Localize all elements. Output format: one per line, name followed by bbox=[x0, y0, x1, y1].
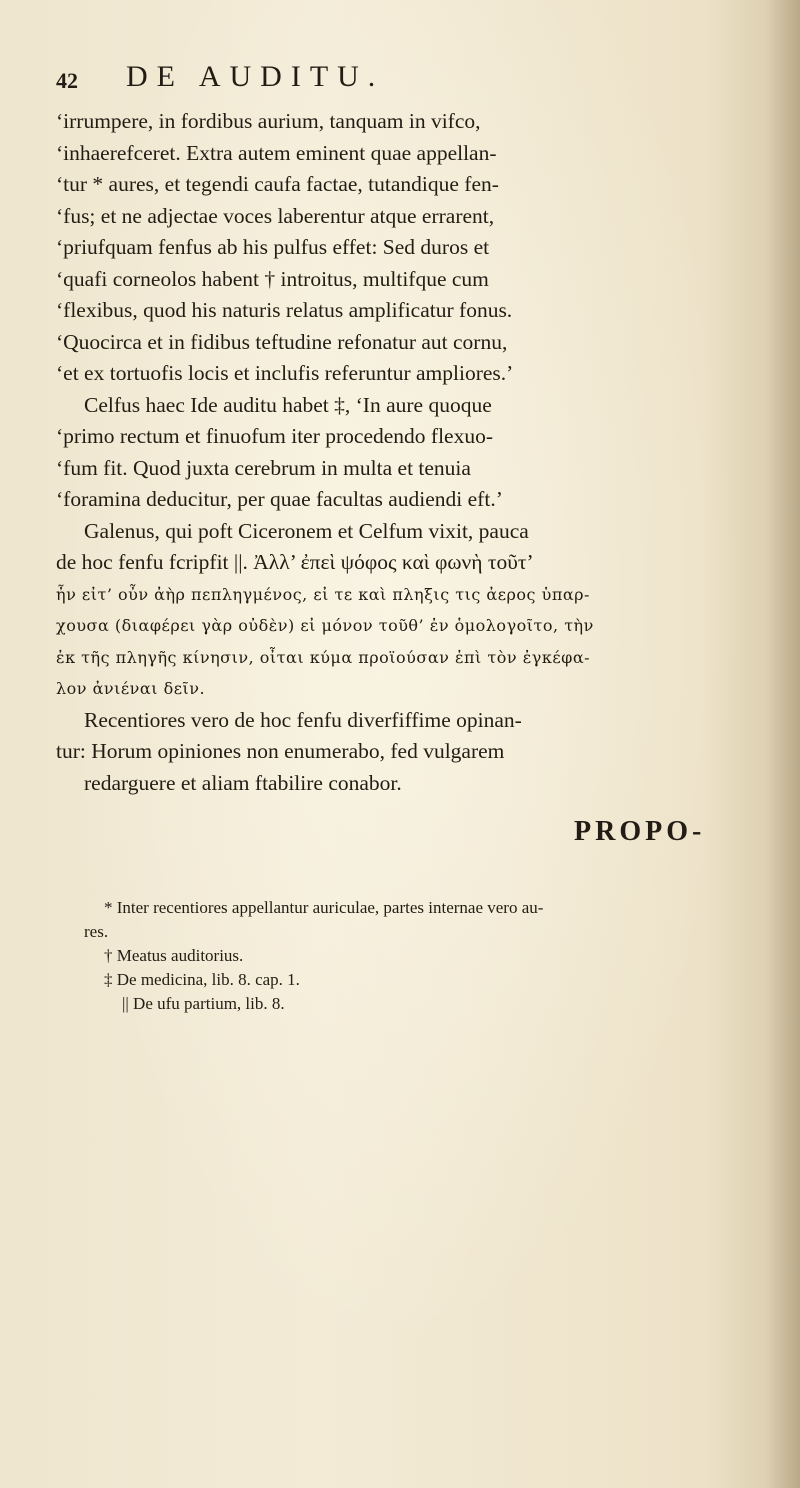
text-line: Galenus, qui poft Ciceronem et Celfum vixit, pauca bbox=[84, 518, 529, 543]
footnotes bbox=[84, 896, 734, 1016]
footnote-line: || De ufu partium, lib. 8. bbox=[122, 994, 285, 1013]
text-line: ‘primo rectum et finuofum iter procedendo flexuo- bbox=[56, 424, 494, 448]
text-line: ‘flexibus, quod his naturis relatus amplificatur fonus. bbox=[56, 298, 513, 322]
footnote-line: † Meatus auditorius. bbox=[104, 946, 244, 965]
text-line: tur: Horum opiniones non enumerabo, fed vulgarem bbox=[56, 739, 505, 763]
text-line: ‘fus; et ne adjectae voces laberentur atque errarent, bbox=[56, 203, 495, 228]
main-text bbox=[56, 106, 736, 799]
page-edge-shadow bbox=[766, 0, 800, 1488]
greek-text-line: λον ἀνιέναι δεῖν. bbox=[56, 679, 206, 698]
footnote-line: * Inter recentiores appellantur auriculae, partes internae vero au- bbox=[104, 898, 544, 917]
page-header bbox=[56, 60, 696, 100]
footnote-line: ‡ De medicina, lib. 8. cap. 1. bbox=[104, 970, 300, 989]
text-line: ‘quafi corneolos habent † introitus, multifque cum bbox=[56, 266, 489, 291]
greek-text-line: ἦν εἰτ’ οὖν ἀὴρ πεπληγμένος, εἰ τε καὶ πληξις τις ἀερος ὑπαρ- bbox=[56, 584, 590, 604]
text-line: ‘priufquam fenfus ab his pulfus effet: Sed duros et bbox=[56, 235, 490, 259]
text-line: redarguere et aliam ftabilire conabor. bbox=[84, 770, 402, 795]
page-number: 42 bbox=[56, 68, 78, 93]
text-line: de hoc fenfu fcripfit ||. Ἀλλ’ ἐπεὶ ψόφος καὶ φωνὴ τοῦτ’ bbox=[56, 550, 534, 574]
text-line: ‘irrumpere, in fordibus aurium, tanquam in vifco, bbox=[56, 109, 481, 133]
greek-text-line: ἐκ τῆς πληγῆς κίνησιν, οἶται κύμα προϊούσαν ἐπὶ τὸν ἐγκέφα- bbox=[56, 647, 591, 667]
text-line: ‘et ex tortuofis locis et inclufis referuntur ampliores.’ bbox=[56, 361, 514, 385]
footnote-line: res. bbox=[84, 922, 109, 941]
text-line: ‘inhaerefceret. Extra autem eminent quae appellan- bbox=[56, 140, 497, 165]
text-line: ‘foramina deducitur, per quae facultas audiendi eft.’ bbox=[56, 487, 503, 511]
text-line: ‘Quocirca et in fidibus teftudine refonatur aut cornu, bbox=[56, 329, 508, 354]
text-line: Celfus haec Ide auditu habet ‡, ‘In aure quoque bbox=[84, 392, 492, 417]
text-line: ‘fum fit. Quod juxta cerebrum in multa et tenuia bbox=[56, 455, 471, 480]
running-title: DE AUDITU. bbox=[126, 60, 385, 93]
greek-text-line: χουσα (διαφέρει γὰρ οὐδὲν) εἰ μόνον τοῦθ’ ἐν ὁμολογοῖτο, τὴν bbox=[56, 616, 594, 635]
catchword: PROPO- bbox=[574, 816, 706, 847]
text-line: ‘tur * aures, et tegendi caufa factae, tutandique fen- bbox=[56, 172, 499, 196]
text-line: Recentiores vero de hoc fenfu diverfiffime opinan- bbox=[84, 707, 522, 732]
